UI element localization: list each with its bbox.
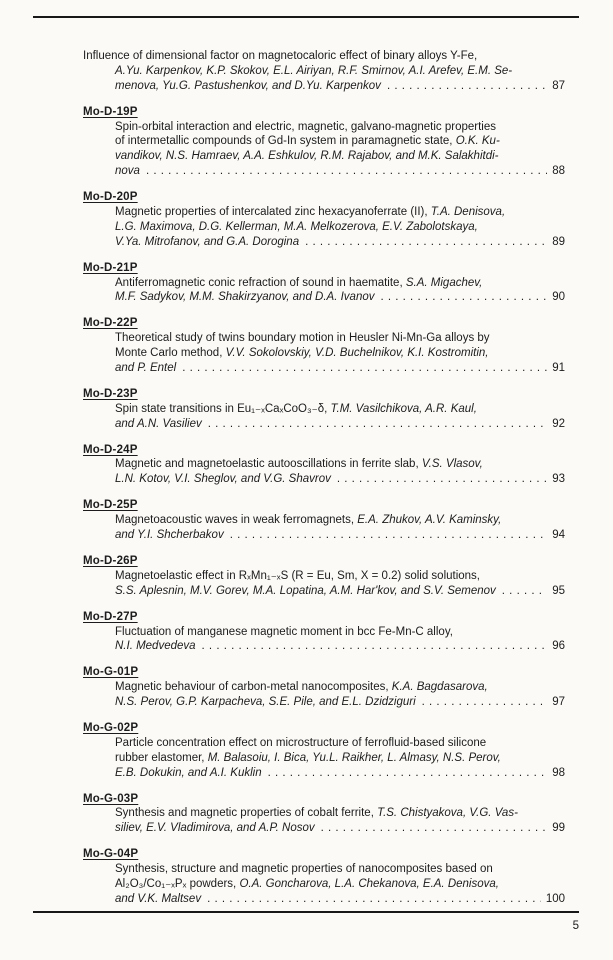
session-code: Mo-D-20P <box>83 191 138 204</box>
authors-text: N.S. Perov, G.P. Karpacheva, S.E. Pile, and E.L. Dzidziguri <box>115 696 416 709</box>
toc-entry <box>83 387 565 432</box>
entry-line <box>115 290 565 305</box>
session-code: Mo-G-01P <box>83 666 139 679</box>
entry-line-text <box>115 472 331 487</box>
authors-text: O.K. Ku- <box>455 135 500 148</box>
authors-text: T.A. Denisova, <box>430 206 506 219</box>
toc-entry <box>83 190 565 250</box>
entry-line <box>83 49 565 64</box>
entry-line <box>115 331 565 346</box>
session-code: Mo-D-21P <box>83 261 138 274</box>
entry-body <box>115 736 565 781</box>
entry-line <box>115 513 565 528</box>
authors-text: M.F. Sadykov, M.M. Shakirzyanov, and D.A. Ivanov <box>115 291 375 304</box>
authors-text: K.A. Bagdasarova, <box>391 681 488 694</box>
authors-text: E.A. Zhukov, A.V. Kaminsky, <box>357 514 502 527</box>
dot-leader <box>337 472 547 487</box>
authors-text: T.S. Chistyakova, V.G. Vas- <box>377 807 518 820</box>
session-code: Mo-D-19P <box>83 105 138 118</box>
entry-body <box>115 120 565 180</box>
entry-body <box>115 513 565 543</box>
entry-line-text <box>115 892 201 907</box>
entry-line <box>115 472 565 487</box>
entry-line <box>115 821 565 836</box>
entry-body <box>115 331 565 376</box>
entry-line <box>115 220 565 235</box>
entry-page-number: 90 <box>552 291 565 304</box>
title-text: Theoretical study of twins boundary motion in Heusler Ni-Mn-Ga alloys by <box>115 332 490 345</box>
entry-line <box>115 134 565 149</box>
entry-line <box>115 639 565 654</box>
entry-line <box>115 120 565 135</box>
entry-line <box>115 402 565 417</box>
toc-entry <box>83 610 565 655</box>
entry-body <box>115 402 565 432</box>
authors-text: S.A. Migachev, <box>405 276 483 289</box>
title-text: Magnetic behaviour of carbon-metal nanocomposites, <box>115 681 392 694</box>
entry-line <box>115 625 565 640</box>
entry-line-text <box>115 361 176 376</box>
session-code: Mo-D-23P <box>83 387 138 400</box>
entry-line <box>115 680 565 695</box>
entry-line-text <box>115 79 381 94</box>
title-text: Influence of dimensional factor on magnetocaloric effect of binary alloys Y-Fe, <box>83 50 478 62</box>
toc-entry <box>83 49 565 94</box>
entry-page-number: 95 <box>552 584 565 597</box>
entry-page-number: 99 <box>552 822 565 835</box>
entry-line <box>115 361 565 376</box>
title-text: rubber elastomer, <box>115 751 208 764</box>
dot-leader <box>268 766 548 781</box>
authors-text: and V.K. Maltsev <box>115 892 202 905</box>
authors-text: and Y.I. Shcherbakov <box>115 529 224 542</box>
authors-text: E.B. Dokukin, and A.I. Kuklin <box>115 766 262 779</box>
entry-body <box>115 205 565 250</box>
entry-line <box>115 806 565 821</box>
session-code: Mo-G-02P <box>83 721 139 734</box>
entry-line-text <box>115 695 416 710</box>
entry-line <box>115 584 565 599</box>
dot-leader <box>321 821 548 836</box>
entry-line <box>115 79 565 94</box>
entry-body <box>115 276 565 306</box>
entry-line <box>115 877 565 892</box>
dot-leader <box>387 79 547 94</box>
authors-text: and A.N. Vasiliev <box>115 417 202 430</box>
entry-page-number: 97 <box>552 696 565 709</box>
authors-text: menova, Yu.G. Pastushenkov, and D.Yu. Karpenkov <box>115 79 381 92</box>
dot-leader <box>182 361 547 376</box>
title-text: Magnetoacoustic waves in weak ferromagnets, <box>115 514 358 527</box>
title-text: Monte Carlo method, <box>115 347 226 360</box>
authors-text: T.M. Vasilchikova, A.R. Kaul, <box>330 402 477 415</box>
entry-body <box>115 806 565 836</box>
title-text: of intermetallic compounds of Gd-In system in paramagnetic state, <box>115 135 456 148</box>
dot-leader <box>305 235 547 250</box>
entry-page-number: 94 <box>552 529 565 542</box>
entry-line <box>115 736 565 751</box>
authors-text: siliev, E.V. Vladimirova, and A.P. Nosov <box>115 822 315 835</box>
dot-leader <box>202 639 548 654</box>
entry-line-text <box>115 164 140 179</box>
entry-body <box>115 457 565 487</box>
session-code: Mo-G-04P <box>83 848 139 861</box>
session-code: Mo-D-24P <box>83 443 138 456</box>
entry-line-text <box>115 766 262 781</box>
entry-line <box>115 149 565 164</box>
entry-line <box>115 528 565 543</box>
entry-line <box>115 235 565 250</box>
entry-body <box>115 862 565 907</box>
toc-entry <box>83 721 565 781</box>
entry-line <box>115 862 565 877</box>
authors-text: L.G. Maximova, D.G. Kellerman, M.A. Melkozerova, E.V. Zabolotskaya, <box>115 220 478 233</box>
entry-line <box>115 695 565 710</box>
toc-entry <box>83 665 565 710</box>
toc-entry <box>83 498 565 543</box>
bottom-rule <box>33 911 579 913</box>
entry-page-number: 92 <box>552 417 565 430</box>
entry-line <box>115 457 565 472</box>
entry-line <box>115 346 565 361</box>
entry-page-number: 98 <box>552 766 565 779</box>
authors-text: M. Balasoiu, I. Bica, Yu.L. Raikher, L. Almasy, N.S. Perov, <box>207 751 501 764</box>
toc-entry <box>83 316 565 376</box>
entry-line <box>115 569 565 584</box>
entry-page-number: 87 <box>552 79 565 92</box>
authors-text: L.N. Kotov, V.I. Sheglov, and V.G. Shavrov <box>115 473 331 486</box>
title-text: Particle concentration effect on microstructure of ferrofluid-based silicone <box>115 736 487 749</box>
session-code: Mo-D-22P <box>83 317 138 330</box>
toc-list <box>83 49 565 907</box>
entry-body <box>115 625 565 655</box>
title-text: Magnetoelastic effect in RₓMn₁₋ₓS (R = Eu, Sm, X = 0.2) solid solutions, <box>115 569 481 582</box>
footer-page-number: 5 <box>572 920 579 932</box>
session-code: Mo-D-25P <box>83 499 138 512</box>
toc-entry <box>83 261 565 306</box>
entry-body <box>115 680 565 710</box>
title-text: Al₂O₃/Co₁₋ₓPₓ powders, <box>115 877 240 890</box>
authors-text: V.S. Vlasov, <box>421 458 483 471</box>
session-code: Mo-D-27P <box>83 610 138 623</box>
authors-text: and P. Entel <box>115 362 177 375</box>
entry-line <box>115 417 565 432</box>
title-text: Synthesis and magnetic properties of cobalt ferrite, <box>115 807 378 820</box>
entry-line-text <box>115 290 375 305</box>
entry-line <box>115 892 565 907</box>
entry-page-number: 89 <box>552 235 565 248</box>
entry-line <box>115 766 565 781</box>
session-code: Mo-G-03P <box>83 792 139 805</box>
title-text: Synthesis, structure and magnetic properties of nanocomposites based on <box>115 863 493 876</box>
toc-entry <box>83 792 565 837</box>
authors-text: S.S. Aplesnin, M.V. Gorev, M.A. Lopatina, A.M. Har'kov, and S.V. Semenov <box>115 584 496 597</box>
entry-body <box>83 49 565 94</box>
title-text: Antiferromagnetic conic refraction of sound in haematite, <box>115 276 406 289</box>
entry-line <box>115 205 565 220</box>
entry-line <box>115 164 565 179</box>
title-text: Spin state transitions in Eu₁₋ₓCaₓCoO₃₋δ, <box>115 402 331 415</box>
authors-text: V.Ya. Mitrofanov, and G.A. Dorogina <box>115 235 300 248</box>
title-text: Fluctuation of manganese magnetic moment in bcc Fe-Mn-C alloy, <box>115 625 453 638</box>
dot-leader <box>208 417 547 432</box>
entry-line <box>115 64 565 79</box>
entry-page-number: 91 <box>552 362 565 375</box>
toc-entry <box>83 443 565 488</box>
entry-page-number: 93 <box>552 473 565 486</box>
entry-line <box>115 751 565 766</box>
title-text: Spin-orbital interaction and electric, magnetic, galvano-magnetic properties <box>115 120 496 133</box>
entry-line-text <box>115 528 224 543</box>
dot-leader <box>207 892 541 907</box>
entry-line-text <box>115 235 299 250</box>
entry-line <box>115 276 565 291</box>
entry-page-number: 96 <box>552 640 565 653</box>
entry-line-text <box>115 584 496 599</box>
toc-entry <box>83 847 565 907</box>
dot-leader <box>502 584 547 599</box>
authors-text: nova <box>115 165 140 178</box>
authors-text: A.Yu. Karpenkov, K.P. Skokov, E.L. Airiyan, R.F. Smirnov, A.I. Arefev, E.M. Se- <box>115 64 513 77</box>
toc-entry <box>83 554 565 599</box>
entry-line-text <box>115 821 315 836</box>
session-code: Mo-D-26P <box>83 554 138 567</box>
dot-leader <box>422 695 548 710</box>
authors-text: vandikov, N.S. Hamraev, A.A. Eshkulov, R.M. Rajabov, and M.K. Salakhitdi- <box>115 150 499 163</box>
entry-line-text <box>115 639 196 654</box>
entry-page-number: 100 <box>545 892 565 905</box>
authors-text: O.A. Goncharova, L.A. Chekanova, E.A. Denisova, <box>239 877 499 890</box>
entry-page-number: 88 <box>552 165 565 178</box>
toc-entry <box>83 105 565 179</box>
authors-text: N.I. Medvedeva <box>115 640 196 653</box>
title-text: Magnetic properties of intercalated zinc hexacyanoferrate (II), <box>115 206 431 219</box>
authors-text: V.V. Sokolovskiy, V.D. Buchelnikov, K.I. Kostromitin, <box>225 347 489 360</box>
entry-body <box>115 569 565 599</box>
top-rule <box>33 16 579 18</box>
dot-leader <box>230 528 548 543</box>
dot-leader <box>146 164 547 179</box>
dot-leader <box>381 290 548 305</box>
entry-line-text <box>115 417 202 432</box>
title-text: Magnetic and magnetoelastic autooscillations in ferrite slab, <box>115 458 422 471</box>
